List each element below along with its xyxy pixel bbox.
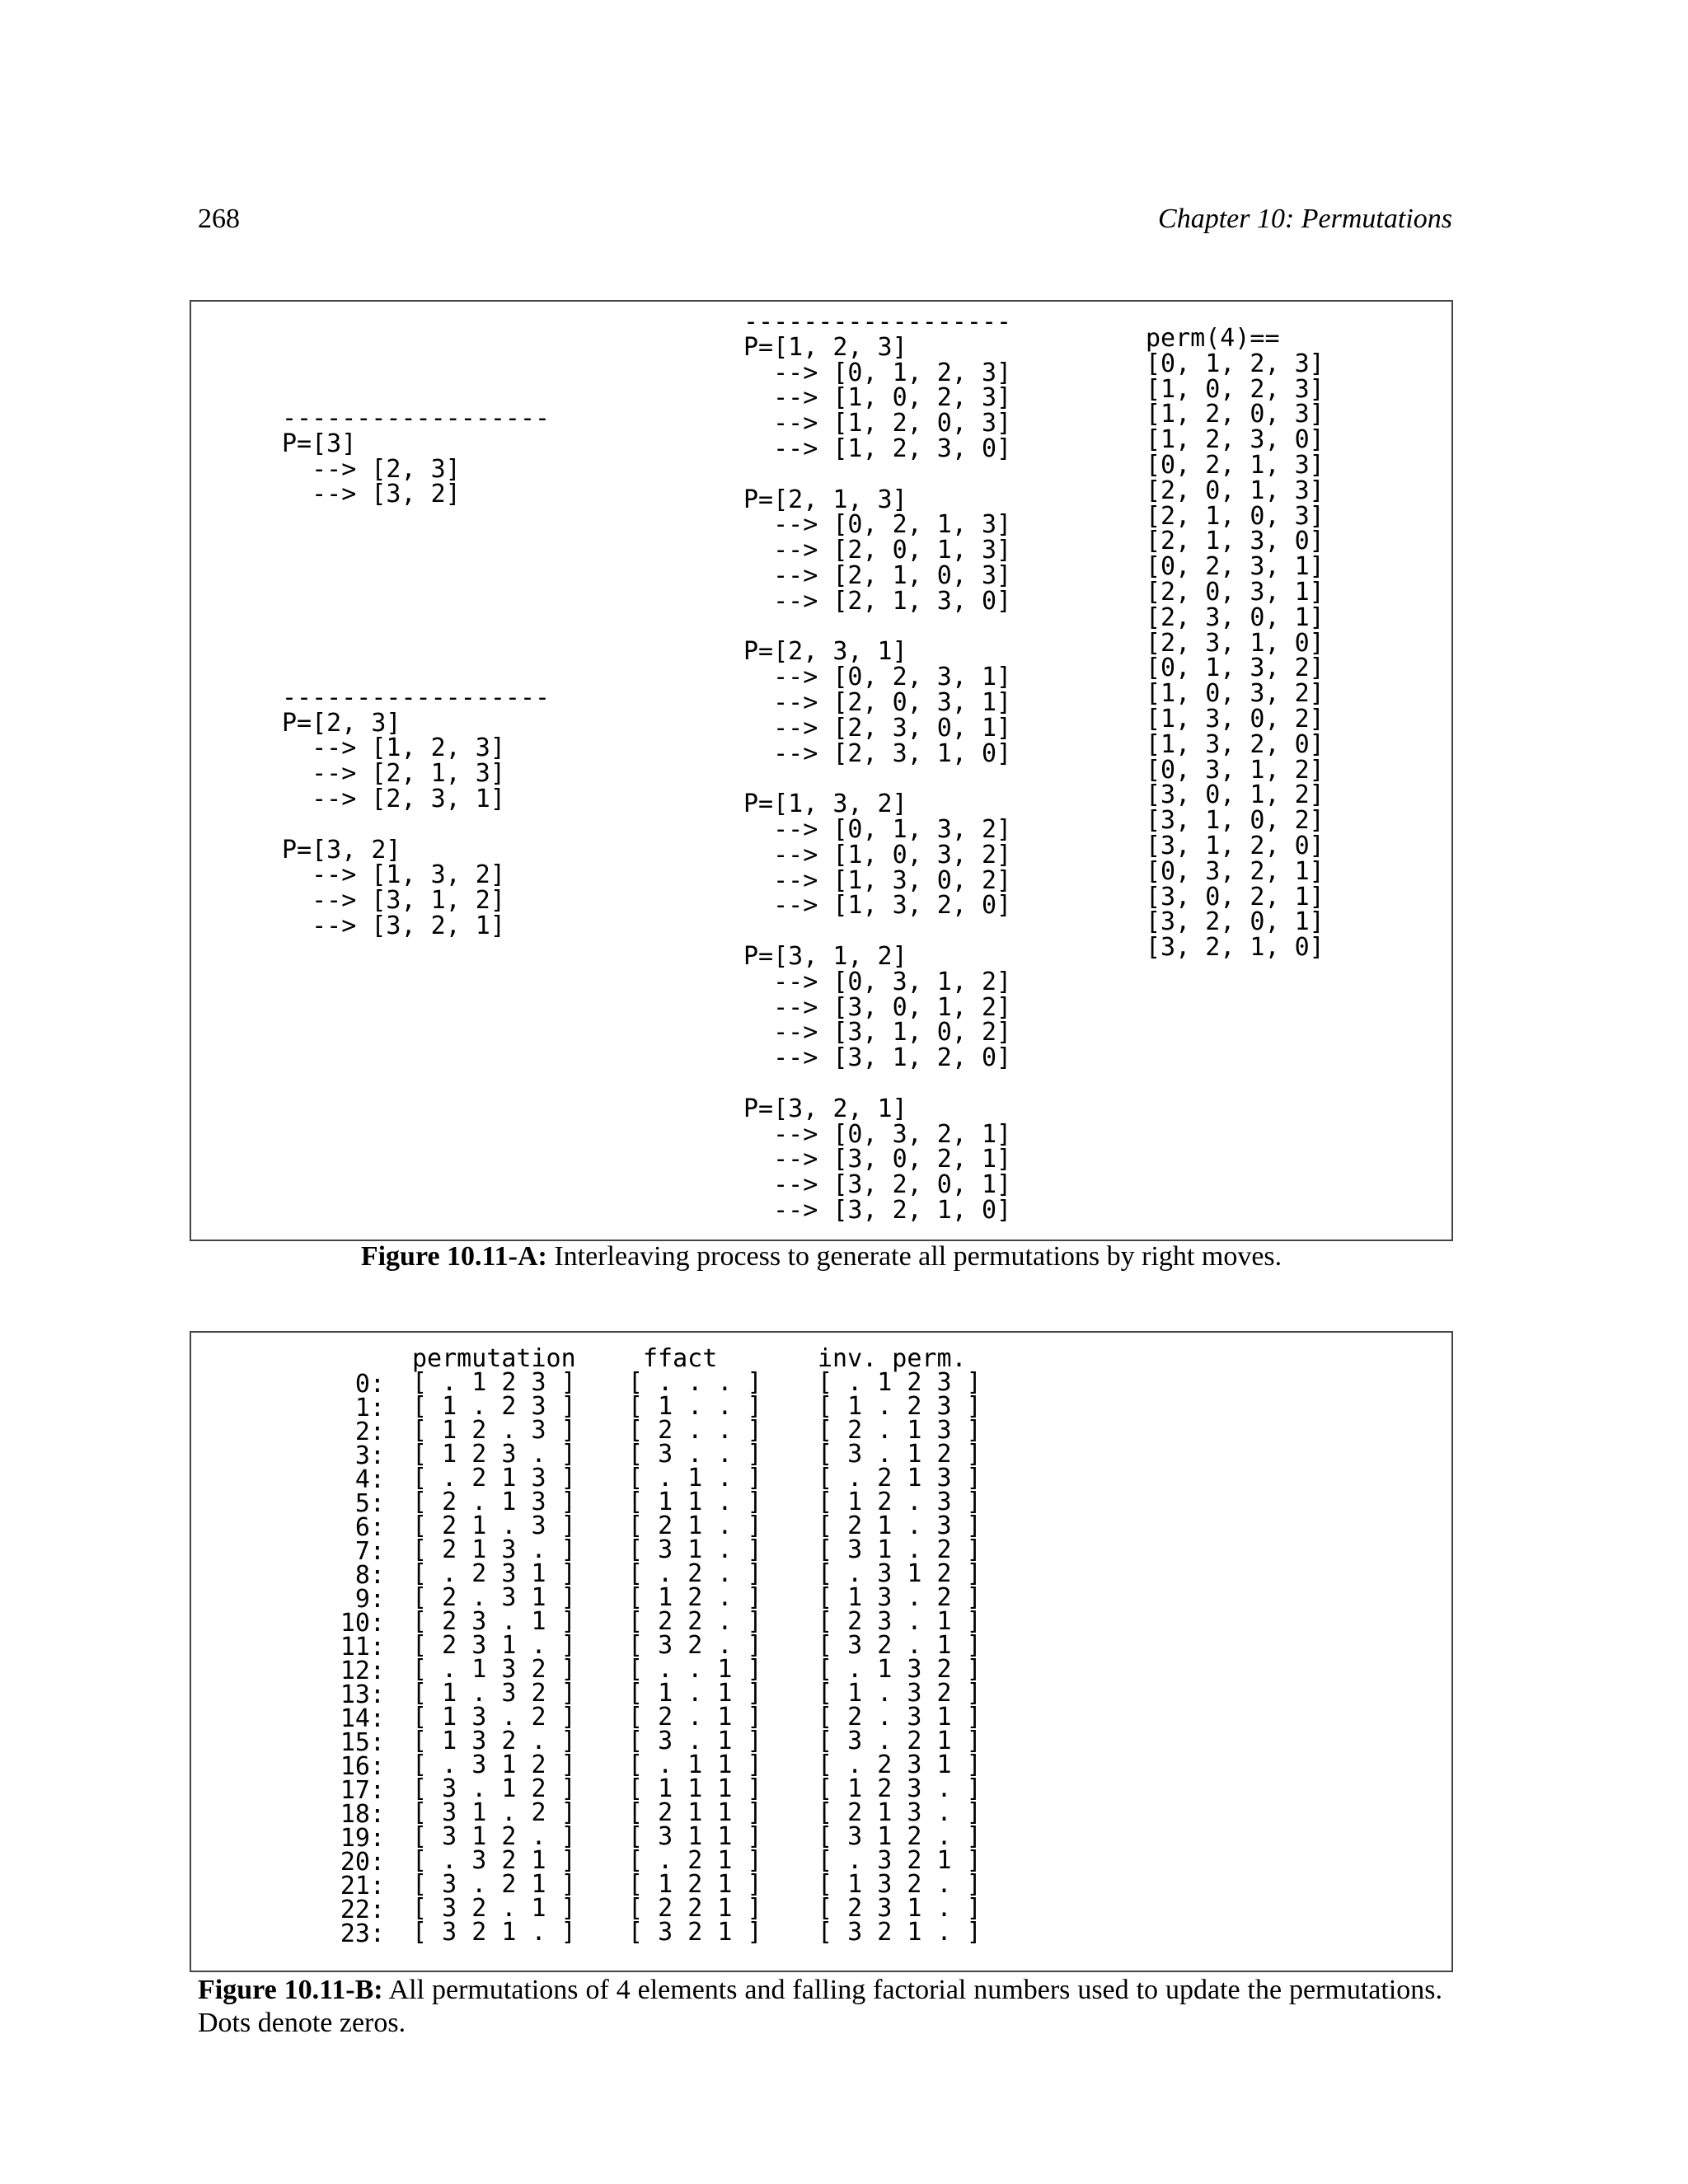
caption-label: Figure 10.11-B: — [198, 1975, 383, 2005]
permutation-header: permutation — [412, 1344, 576, 1373]
inverse-permutation-cell: [ . 1 3 2 ] — [818, 1655, 982, 1684]
ffact-cell: [ . 2 1 ] — [628, 1846, 762, 1875]
row-index: 8: — [354, 1561, 385, 1590]
row-index: 9: — [354, 1585, 385, 1614]
permutation-cell: [ 2 3 1 . ] — [412, 1631, 576, 1660]
row-index: 10: — [340, 1609, 385, 1638]
inverse-permutation-cell: [ 2 3 1 . ] — [818, 1894, 982, 1923]
figure-10-11-a-caption — [190, 1240, 1453, 1273]
ffact-cell: [ . 2 . ] — [628, 1559, 762, 1588]
permutation-cell: [ 2 . 1 3 ] — [412, 1488, 576, 1516]
inverse-permutation-cell: [ 1 . 2 3 ] — [818, 1392, 982, 1421]
inverse-permutation-cell: [ 3 . 2 1 ] — [818, 1727, 982, 1755]
permutation-cell: [ 2 3 . 1 ] — [412, 1607, 576, 1636]
page-number: 268 — [198, 204, 240, 234]
ffact-cell: [ 3 . . ] — [628, 1440, 762, 1469]
permutation-cell: [ 1 3 2 . ] — [412, 1727, 576, 1755]
permutation-cell: [ . 1 3 2 ] — [412, 1655, 576, 1684]
ffact-cell: [ 1 . 1 ] — [628, 1679, 762, 1708]
interleave-level-1-2-column: ------------------ P=[3] --> [2, 3] --> [3, 2] ------------------ P=[2, 3] --> [1, 2, 3] --> [2, 1, 3] --> [2, 3, 1] P=[3, 2] --> [1, 3, 2] --> [3, 1, 2] --> [3, 2, 1] — [282, 404, 551, 940]
ffact-cell: [ 3 2 . ] — [628, 1631, 762, 1660]
permutation-cell: [ 1 2 3 . ] — [412, 1440, 576, 1469]
inverse-permutation-cell: [ . 2 3 1 ] — [818, 1750, 982, 1779]
permutation-cell: [ 3 2 1 . ] — [412, 1918, 576, 1947]
ffact-cell: [ 1 1 1 ] — [628, 1774, 762, 1803]
ffact-header: ffact — [643, 1344, 718, 1373]
inverse-permutation-cell: [ 2 3 . 1 ] — [818, 1607, 982, 1636]
inverse-permutation-cell: [ 3 1 . 2 ] — [818, 1535, 982, 1564]
ffact-cell: [ 2 . . ] — [628, 1416, 762, 1445]
ffact-cell: [ 3 . 1 ] — [628, 1727, 762, 1755]
inverse-permutation-cell: [ 3 . 1 2 ] — [818, 1440, 982, 1469]
caption-text: Interleaving process to generate all permutations by right moves. — [546, 1241, 1282, 1272]
permutation-cell: [ 3 1 . 2 ] — [412, 1798, 576, 1827]
permutation-cell: [ 3 . 2 1 ] — [412, 1870, 576, 1899]
row-index: 19: — [340, 1824, 385, 1853]
index-column — [270, 1372, 385, 1946]
permutation-cell: [ . 2 1 3 ] — [412, 1464, 576, 1493]
ffact-cell: [ 1 2 1 ] — [628, 1870, 762, 1899]
inverse-permutation-cell: [ 2 1 3 . ] — [818, 1798, 982, 1827]
row-index: 11: — [340, 1633, 385, 1661]
running-head: Chapter 10: Permutations — [1158, 204, 1452, 234]
ffact-cell: [ . 1 . ] — [628, 1464, 762, 1493]
row-index: 4: — [354, 1465, 385, 1494]
inverse-permutation-cell: [ . 3 2 1 ] — [818, 1846, 982, 1875]
permutation-cell: [ . 3 2 1 ] — [412, 1846, 576, 1875]
permutation-cell: [ 3 2 . 1 ] — [412, 1894, 576, 1923]
ffact-cell: [ 1 1 . ] — [628, 1488, 762, 1516]
row-index: 12: — [340, 1657, 385, 1685]
figure-10-11-b — [190, 1331, 1453, 1972]
row-index: 16: — [340, 1752, 385, 1781]
inverse-permutation-cell: [ . 2 1 3 ] — [818, 1464, 982, 1493]
permutation-cell: [ . 3 1 2 ] — [412, 1750, 576, 1779]
row-index: 20: — [340, 1848, 385, 1877]
inverse-permutation-column — [818, 1344, 982, 1947]
inverse-permutation-cell: [ 2 . 3 1 ] — [818, 1703, 982, 1732]
permutation-cell: [ 2 1 . 3 ] — [412, 1511, 576, 1540]
ffact-cell: [ 1 . . ] — [628, 1392, 762, 1421]
perm4-list-column: perm(4)== [0, 1, 2, 3] [1, 0, 2, 3] [1, 2, 0, 3] [1, 2, 3, 0] [0, 2, 1, 3] [2, 0, 1, 3] [2, 1, 0, 3] [2, 1, 3, 0] [0, 2, 3, 1] [2, 0, 3, 1] [2, 3, 0, 1] [2, 3, 1, 0] [0, 1, 3, 2] [1, 0, 3, 2] [1, 3, 0, 2] [1, 3, 2, 0] [0, 3, 1, 2] [3, 0, 1, 2] [3, 1, 0, 2] [3, 1, 2, 0] [0, 3, 2, 1] [3, 0, 2, 1] [3, 2, 0, 1] [3, 2, 1, 0] — [1146, 324, 1325, 963]
ffact-cell: [ . 1 1 ] — [628, 1750, 762, 1779]
ffact-cell: [ 2 2 . ] — [628, 1607, 762, 1636]
permutation-cell: [ 3 1 2 . ] — [412, 1822, 576, 1851]
ffact-cell: [ 2 1 . ] — [628, 1511, 762, 1540]
permutation-cell: [ 2 . 3 1 ] — [412, 1583, 576, 1612]
figure-10-11-b-caption — [198, 1974, 1442, 2040]
ffact-cell: [ 3 1 . ] — [628, 1535, 762, 1564]
permutation-cell: [ 3 . 1 2 ] — [412, 1774, 576, 1803]
row-index: 1: — [354, 1394, 385, 1422]
row-index: 0: — [354, 1370, 385, 1399]
permutation-cell: [ 2 1 3 . ] — [412, 1535, 576, 1564]
inverse-permutation-cell: [ 3 1 2 . ] — [818, 1822, 982, 1851]
inverse-permutation-cell: [ . 1 2 3 ] — [818, 1368, 982, 1397]
permutation-cell: [ 1 . 2 3 ] — [412, 1392, 576, 1421]
inverse-permutation-header: inv. perm. — [818, 1344, 967, 1373]
ffact-cell: [ . . 1 ] — [628, 1655, 762, 1684]
permutation-cell: [ 1 3 . 2 ] — [412, 1703, 576, 1732]
row-index: 17: — [340, 1776, 385, 1805]
ffact-cell: [ 2 2 1 ] — [628, 1894, 762, 1923]
row-index: 2: — [354, 1418, 385, 1446]
interleave-level-3-column: ------------------ P=[1, 2, 3] --> [0, 1, 2, 3] --> [1, 0, 2, 3] --> [1, 2, 0, 3] --> [1, 2, 3, 0] P=[2, 1, 3] --> [0, 2, 1, 3] --> [2, 0, 1, 3] --> [2, 1, 0, 3] --> [2, 1, 3, 0] P=[2, 3, 1] --> [0, 2, 3, 1] --> [2, 0, 3, 1] --> [2, 3, 0, 1] --> [2, 3, 1, 0] P=[1, 3, 2] --> [0, 1, 3, 2] --> [1, 0, 3, 2] --> [1, 3, 0, 2] --> [1, 3, 2, 0] P=[3, 1, 2] --> [0, 3, 1, 2] --> [3, 0, 1, 2] --> [3, 1, 0, 2] --> [3, 1, 2, 0] P=[3, 2, 1] --> [0, 3, 2, 1] --> [3, 0, 2, 1] --> [3, 2, 0, 1] --> [3, 2, 1, 0] — [743, 307, 1012, 1225]
inverse-permutation-cell: [ 1 2 . 3 ] — [818, 1488, 982, 1516]
caption-text: All permutations of 4 elements and falling factorial numbers used to update the permutations. Dots denote zeros. — [198, 1975, 1443, 2038]
permutation-column — [412, 1344, 576, 1947]
row-index: 22: — [340, 1896, 385, 1924]
ffact-cell: [ 2 1 1 ] — [628, 1798, 762, 1827]
inverse-permutation-cell: [ . 3 1 2 ] — [818, 1559, 982, 1588]
row-index: 18: — [340, 1800, 385, 1829]
row-index: 15: — [340, 1728, 385, 1757]
row-index: 21: — [340, 1872, 385, 1900]
row-index: 7: — [354, 1537, 385, 1566]
inverse-permutation-cell: [ 1 3 . 2 ] — [818, 1583, 982, 1612]
inverse-permutation-cell: [ 1 . 3 2 ] — [818, 1679, 982, 1708]
permutation-cell: [ . 2 3 1 ] — [412, 1559, 576, 1588]
row-index: 13: — [340, 1680, 385, 1709]
caption-label: Figure 10.11-A: — [360, 1241, 547, 1272]
inverse-permutation-cell: [ 3 2 1 . ] — [818, 1918, 982, 1947]
permutation-cell: [ 1 2 . 3 ] — [412, 1416, 576, 1445]
row-index: 23: — [340, 1919, 385, 1948]
row-index: 14: — [340, 1704, 385, 1733]
inverse-permutation-cell: [ 1 3 2 . ] — [818, 1870, 982, 1899]
inverse-permutation-cell: [ 3 2 . 1 ] — [818, 1631, 982, 1660]
inverse-permutation-cell: [ 1 2 3 . ] — [818, 1774, 982, 1803]
row-index: 3: — [354, 1441, 385, 1470]
ffact-cell: [ 3 1 1 ] — [628, 1822, 762, 1851]
ffact-column — [628, 1344, 762, 1947]
permutation-cell: [ . 1 2 3 ] — [412, 1368, 576, 1397]
ffact-cell: [ . . . ] — [628, 1368, 762, 1397]
inverse-permutation-cell: [ 2 1 . 3 ] — [818, 1511, 982, 1540]
ffact-cell: [ 3 2 1 ] — [628, 1918, 762, 1947]
row-index: 6: — [354, 1513, 385, 1542]
ffact-cell: [ 1 2 . ] — [628, 1583, 762, 1612]
inverse-permutation-cell: [ 2 . 1 3 ] — [818, 1416, 982, 1445]
permutation-cell: [ 1 . 3 2 ] — [412, 1679, 576, 1708]
figure-10-11-a — [190, 300, 1453, 1241]
row-index: 5: — [354, 1489, 385, 1518]
ffact-cell: [ 2 . 1 ] — [628, 1703, 762, 1732]
